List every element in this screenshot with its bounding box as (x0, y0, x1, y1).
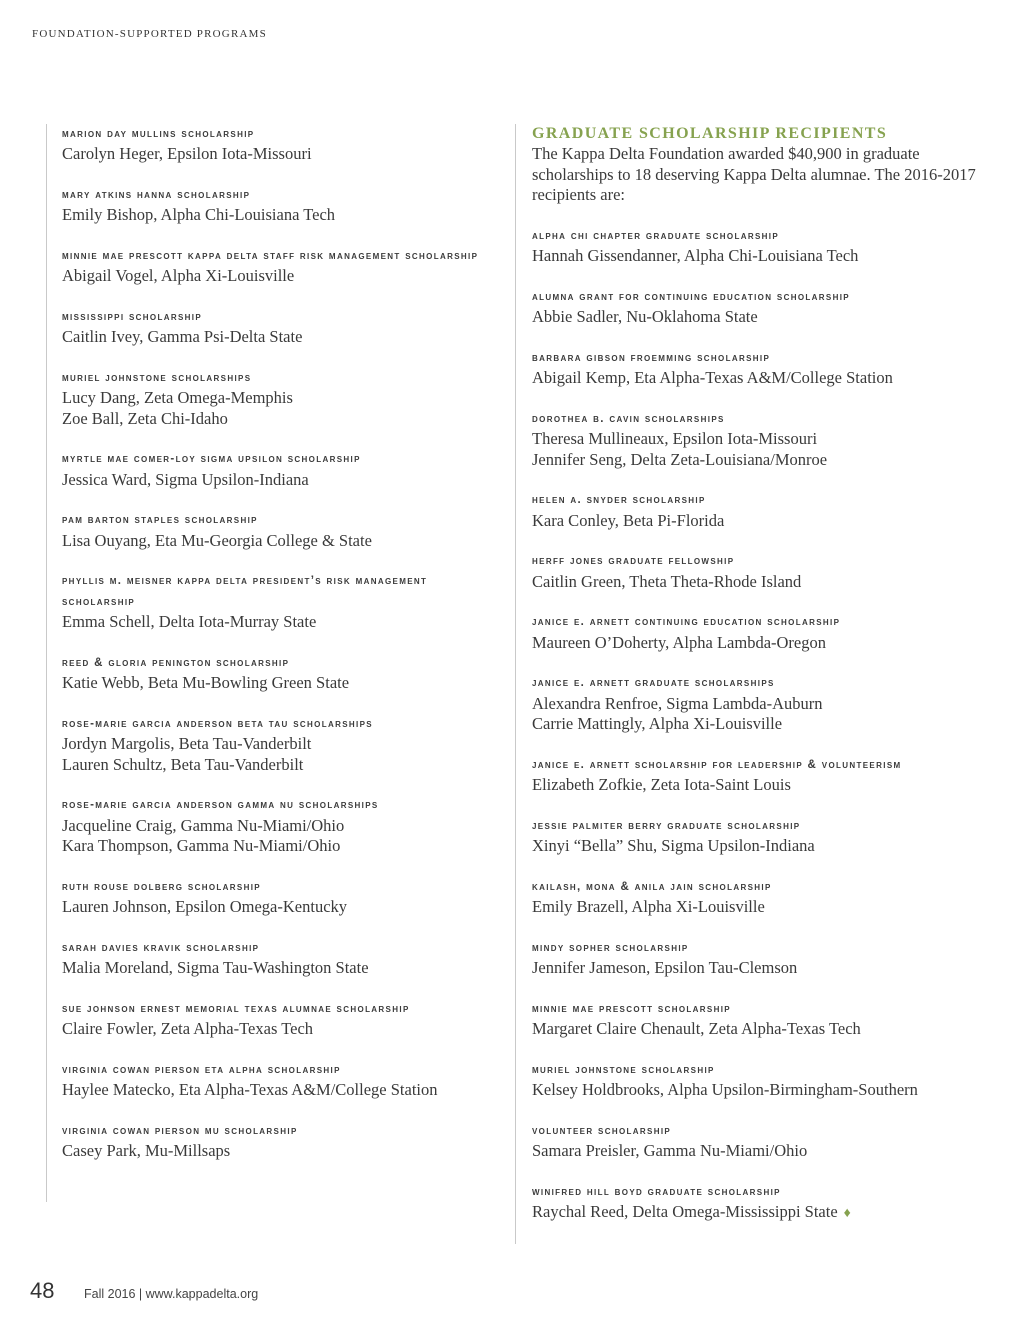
recipient-name: Kara Thompson, Gamma Nu-Miami/Ohio (62, 836, 341, 856)
scholarship-entry (62, 1121, 500, 1162)
scholarship-title: helen a. snyder scholarship (532, 494, 706, 507)
page-number: 48 (30, 1278, 55, 1303)
recipient-line (532, 246, 985, 266)
scholarship-entry (532, 551, 985, 592)
recipient-line (532, 1019, 985, 1039)
scholarship-entry (532, 1060, 985, 1101)
scholarship-title: virginia cowan pierson mu scholarship (62, 1124, 298, 1137)
recipient-line (62, 1080, 500, 1100)
scholarship-title: dorothea b. cavin scholarships (532, 413, 725, 426)
scholarship-title: mary atkins hanna scholarship (62, 189, 251, 201)
scholarship-title: reed & gloria penington scholarship (62, 656, 290, 669)
scholarship-entry (62, 714, 500, 775)
scholarship-title: ruth rouse dolberg scholarship (62, 880, 261, 893)
recipient-line (532, 633, 985, 653)
recipient-line (62, 327, 500, 347)
scholarship-title: janice e. arnett scholarship for leadership & volunteerism (532, 758, 902, 771)
recipient-line (532, 714, 985, 734)
scholarship-title: alpha chi chapter graduate scholarship (532, 230, 780, 243)
recipient-line (62, 470, 500, 490)
scholarship-title: myrtle mae comer-loy sigma upsilon scholarship (62, 453, 361, 466)
scholarship-entry (532, 938, 985, 979)
recipient-name: Jennifer Seng, Delta Zeta-Louisiana/Monroe (532, 449, 828, 469)
recipient-line (532, 1080, 985, 1100)
scholarship-entry (532, 409, 985, 470)
recipient-name: Margaret Claire Chenault, Zeta Alpha-Texas Tech (532, 1019, 861, 1039)
scholarship-entry (532, 612, 985, 653)
recipient-line (532, 1141, 985, 1161)
recipient-name: Caitlin Green, Theta Theta-Rhode Island (532, 571, 802, 591)
recipient-name: Katie Webb, Beta Mu-Bowling Green State (62, 673, 350, 693)
end-mark-icon: ♦ (843, 1206, 851, 1222)
recipient-line (62, 1141, 500, 1161)
recipient-line (62, 816, 500, 836)
scholarship-entry (62, 653, 500, 694)
scholarship-entry (532, 226, 985, 267)
recipient-name: Emily Bishop, Alpha Chi-Louisiana Tech (62, 205, 336, 225)
recipient-name: Jennifer Jameson, Epsilon Tau-Clemson (532, 958, 798, 978)
scholarship-entry (532, 816, 985, 857)
scholarship-title: janice e. arnett continuing education scholarship (532, 616, 841, 629)
scholarship-title: kailash, mona & anila jain scholarship (532, 880, 772, 893)
scholarship-entry (532, 287, 985, 328)
recipient-name: Alexandra Renfroe, Sigma Lambda-Auburn (532, 693, 823, 713)
right-entries (532, 226, 985, 1225)
scholarship-entry (62, 999, 500, 1040)
recipient-name: Caitlin Ivey, Gamma Psi-Delta State (62, 327, 303, 347)
recipient-line (532, 307, 985, 327)
intro-paragraph: The Kappa Delta Foundation awarded $40,900 in graduate scholarships to 18 deserving Kappa Delta alumnae. The 2016-2017 recipients are: (532, 144, 976, 205)
scholarship-entry (62, 510, 500, 551)
scholarship-entry (62, 938, 500, 979)
recipient-line (532, 897, 985, 917)
recipient-line (532, 572, 985, 592)
scholarship-title: phyllis m. meisner kappa delta president’s risk management scholarship (62, 575, 428, 608)
scholarship-title: virginia cowan pierson eta alpha scholarship (62, 1063, 341, 1076)
recipient-line (532, 1202, 985, 1224)
recipient-line (532, 429, 985, 449)
right-column (515, 124, 985, 1244)
scholarship-entry (532, 1121, 985, 1162)
recipient-name: Kara Conley, Beta Pi-Florida (532, 510, 725, 530)
recipient-line (62, 836, 500, 856)
running-head: FOUNDATION-SUPPORTED PROGRAMS (32, 28, 267, 40)
scholarship-entry (532, 999, 985, 1040)
scholarship-title: minnie mae prescott kappa delta staff risk management scholarship (62, 250, 479, 262)
left-column (46, 124, 500, 1202)
recipient-name: Jacqueline Craig, Gamma Nu-Miami/Ohio (62, 815, 345, 835)
recipient-name: Samara Preisler, Gamma Nu-Miami/Ohio (532, 1141, 808, 1161)
scholarship-title: barbara gibson froemming scholarship (532, 352, 771, 365)
recipient-name: Abigail Kemp, Eta Alpha-Texas A&M/College Station (532, 368, 893, 388)
scholarship-title: jessie palmiter berry graduate scholarship (532, 819, 801, 832)
scholarship-entry (62, 246, 500, 287)
scholarship-title: sarah davies kravik scholarship (62, 941, 260, 954)
scholarship-title: mindy sopher scholarship (532, 941, 689, 954)
recipient-name: Emily Brazell, Alpha Xi-Louisville (532, 897, 765, 917)
recipient-name: Hannah Gissendanner, Alpha Chi-Louisiana Tech (532, 246, 859, 266)
scholarship-title: rose-marie garcia anderson gamma nu scholarships (62, 799, 379, 812)
scholarship-entry (62, 185, 500, 226)
recipient-name: Jessica Ward, Sigma Upsilon-Indiana (62, 469, 309, 489)
recipient-line (62, 734, 500, 754)
recipient-name: Raychal Reed, Delta Omega-Mississippi State (532, 1202, 838, 1222)
scholarship-title: rose-marie garcia anderson beta tau scholarships (62, 717, 373, 730)
recipient-line (532, 694, 985, 714)
scholarship-title: volunteer scholarship (532, 1124, 672, 1137)
scholarship-title: herff jones graduate fellowship (532, 555, 735, 568)
scholarship-entry (532, 755, 985, 796)
scholarship-title: muriel johnstone scholarships (62, 372, 252, 384)
recipient-name: Claire Fowler, Zeta Alpha-Texas Tech (62, 1019, 314, 1039)
scholarship-entry (62, 449, 500, 490)
scholarship-entry (62, 571, 500, 632)
scholarship-title: janice e. arnett graduate scholarships (532, 677, 775, 690)
recipient-name: Kelsey Holdbrooks, Alpha Upsilon-Birmingham-Southern (532, 1080, 918, 1100)
recipient-name: Carolyn Heger, Epsilon Iota-Missouri (62, 144, 312, 164)
scholarship-entry (62, 307, 500, 348)
recipient-name: Theresa Mullineaux, Epsilon Iota-Missouri (532, 429, 818, 449)
recipient-name: Casey Park, Mu-Millsaps (62, 1141, 231, 1161)
scholarship-entry (532, 673, 985, 734)
recipient-line (62, 531, 500, 551)
recipient-name: Maureen O’Doherty, Alpha Lambda-Oregon (532, 632, 826, 652)
scholarship-entry (532, 877, 985, 918)
recipient-line (532, 958, 985, 978)
recipient-name: Malia Moreland, Sigma Tau-Washington State (62, 958, 369, 978)
recipient-line (62, 205, 500, 225)
recipient-name: Lauren Johnson, Epsilon Omega-Kentucky (62, 897, 348, 917)
recipient-line (62, 144, 500, 164)
recipient-line (532, 775, 985, 795)
recipient-name: Abigail Vogel, Alpha Xi-Louisville (62, 266, 295, 286)
recipient-line (532, 836, 985, 856)
recipient-line (62, 958, 500, 978)
recipient-name: Elizabeth Zofkie, Zeta Iota-Saint Louis (532, 775, 791, 795)
scholarship-title: alumna grant for continuing education scholarship (532, 291, 850, 304)
recipient-line (532, 450, 985, 470)
scholarship-title: minnie mae prescott scholarship (532, 1002, 731, 1015)
recipient-name: Haylee Matecko, Eta Alpha-Texas A&M/College Station (62, 1080, 438, 1100)
recipient-line (62, 612, 500, 632)
recipient-name: Lisa Ouyang, Eta Mu-Georgia College & State (62, 530, 372, 550)
scholarship-title: pam barton staples scholarship (62, 514, 258, 527)
recipient-line (62, 266, 500, 286)
scholarship-title: marion day mullins scholarship (62, 128, 255, 140)
scholarship-entry (62, 124, 500, 165)
recipient-line (62, 897, 500, 917)
recipient-name: Xinyi “Bella” Shu, Sigma Upsilon-Indiana (532, 836, 815, 856)
scholarship-entry (532, 1182, 985, 1225)
recipient-line (62, 409, 500, 429)
scholarship-entry (532, 348, 985, 389)
footer-text: Fall 2016 | www.kappadelta.org (84, 1287, 259, 1301)
scholarship-entry (62, 368, 500, 429)
scholarship-title: sue johnson ernest memorial texas alumnae scholarship (62, 1002, 410, 1015)
scholarship-title: winifred hill boyd graduate scholarship (532, 1185, 781, 1198)
scholarship-title: muriel johnstone scholarship (532, 1063, 715, 1076)
recipient-name: Zoe Ball, Zeta Chi-Idaho (62, 408, 228, 428)
recipient-name: Lucy Dang, Zeta Omega-Memphis (62, 388, 293, 408)
scholarship-entry (62, 877, 500, 918)
recipient-name: Lauren Schultz, Beta Tau-Vanderbilt (62, 754, 304, 774)
scholarship-title: mississippi scholarship (62, 311, 203, 323)
recipient-line (62, 755, 500, 775)
recipient-line (532, 511, 985, 531)
recipient-line (532, 368, 985, 388)
recipient-name: Abbie Sadler, Nu-Oklahoma State (532, 307, 758, 327)
recipient-line (62, 673, 500, 693)
recipient-line (62, 388, 500, 408)
recipient-line (62, 1019, 500, 1039)
recipient-name: Jordyn Margolis, Beta Tau-Vanderbilt (62, 734, 312, 754)
scholarship-entry (62, 1060, 500, 1101)
scholarship-entry (62, 795, 500, 856)
recipient-name: Emma Schell, Delta Iota-Murray State (62, 612, 317, 632)
recipient-name: Carrie Mattingly, Alpha Xi-Louisville (532, 714, 783, 734)
section-heading: GRADUATE SCHOLARSHIP RECIPIENTS (532, 125, 888, 142)
scholarship-entry (532, 490, 985, 531)
